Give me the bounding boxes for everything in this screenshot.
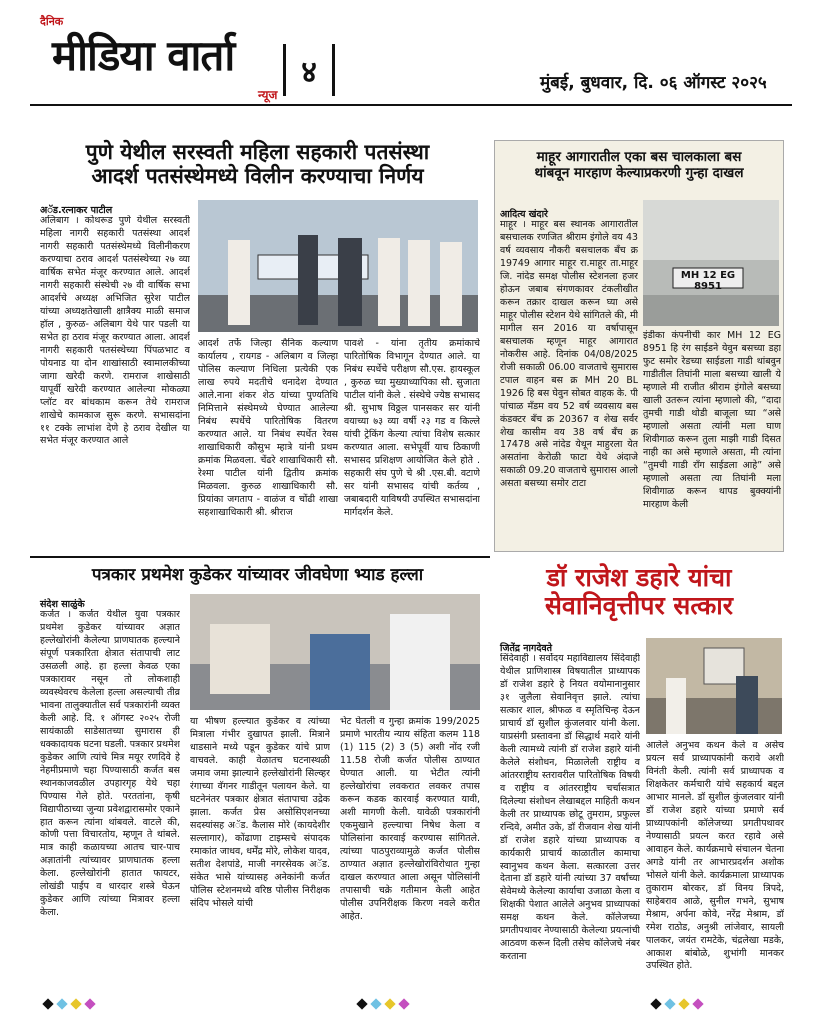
- diamond-icon: [678, 998, 689, 1009]
- diamond-icon: [384, 998, 395, 1009]
- diamond-icon: [370, 998, 381, 1009]
- story1-headline: [30, 140, 485, 188]
- story2-photo-image: [643, 200, 779, 326]
- masthead-sub: न्यूज: [258, 88, 278, 102]
- footer-diamonds-right: [652, 1000, 702, 1008]
- diamond-icon: [84, 998, 95, 1009]
- dateline: मुंबई, बुधवार, दि. ०६ ऑगस्ट २०२५: [540, 73, 767, 93]
- masthead-small: दैनिक: [40, 15, 64, 28]
- mid-rule: [30, 556, 490, 558]
- story2-photo: [643, 200, 779, 326]
- story3-byline: संदेश साळुंके: [40, 599, 85, 610]
- story4-photo-image: [646, 638, 782, 734]
- story1-photo: [198, 200, 478, 332]
- story4-photo: [646, 638, 782, 734]
- story1-col1: अलिबाग । कोथरूड पुणे येथील सरस्वती महिला नागरी सहकारी पतसंस्था आदर्श नागरी सहकारी पतसंस्थेमध्ये विलीनीकरण करण्याचा ठराव आदर्श पतसंस्थेच्या २७ व्या वार्षिक सभेत मंजूर करण्यात आले. आदर्श नागरी सहकारी संस्थेची २७ वी वार्षिक सभा आदर्शचे अध्यक्ष अभिजित सुरेश पाटील यांच्या अध्यक्षतेखाली क्षात्रैक्य माळी समाज हॉल , कुरुळ- अलिबाग येथे पार पडली या सभेत हा ठराव मंजूर करण्यात आला. आदर्श नागरी सहकारी पतसंस्थेच्या पिंपळभाट व पोयनाड या दोन शाखांसाठी स्वामालकीच्या जागा खरेदी करणे. रामराज शाखेसाठी यापूर्वी खरेदी करण्यात आलेल्या मोकळ्या प्लॉट वर बांधकाम करून तेथे रामराज शाखेचे कामकाज सुरू करणे. सभासदांना ११ टक्के लाभांश देणे हे ठराव देखील या सभेत मंजूर करण्यात आले: [40, 215, 190, 447]
- story2-col1: माहूर । माहूर बस स्थानक आगारातील बसचालक रणजित श्रीराम इंगोले वय 43 वर्ष व्यवसाय नौकरी बसचालक बँच क्र 19749 आगार माहूर रा.माहूर ता.माहूर जि. नांदेड समक्ष पोलीस स्टेशनला हजर होऊन जबाब संगणकावर टंकलीखीत करून तक्रार दाखल करून घ्या असे माहूर पोलीस स्टेशन येथे सांगितले की, मी मागील सन 2016 या वर्षापासून बसचालक म्हणून माहूर आगारात नोकरीस आहे. दिनांक 04/08/2025 रोजी सकाळी 06.00 वाजताचे सुमारास टपाल वाहन बस क्र MH 20 BL 1926 हि बस घेवुन सोबत वाहक के. पी पांचाळ मँडम वय 52 वर्ष व्यवसाय बस कंडक्टर बँच क्र 20367 व शेख सर्वर शेख कासीम वय 38 वर्ष बँच क्र 17478 असे नांदेड येथून माहुरला येत असतांना केरोळी फाटा येथे अंदाजे सकाळी 09.20 वाजताचे सुमारास आलो असता बसच्या समोर टाटा: [500, 219, 638, 490]
- diamond-icon: [42, 998, 53, 1009]
- story2-headline-line1: माहूर आगारातील एका बस चालकाला बस: [536, 149, 742, 165]
- diamond-icon: [398, 998, 409, 1009]
- diamond-icon: [56, 998, 67, 1009]
- story3-photo: [190, 594, 480, 710]
- masthead-title: मीडिया वार्ता: [52, 31, 235, 80]
- story1-photo-image: [198, 200, 478, 332]
- diamond-icon: [356, 998, 367, 1009]
- story3-headline: पत्रकार प्रथमेश कुडेकर यांच्यावर जीवघेणा भ्याड हल्ला: [91, 565, 424, 585]
- story1-col3: पावशे - यांना तृतीय क्रमांकाचे पारितोषिक विभागून देण्यात आले. या निबंध स्पर्धेचे परीक्षण सौ.एस. हायस्कूल , कुरुळ च्या मुख्याध्यापिका सौ. सुजाता पाटील यांनी केले . संस्थेचे ज्येष्ठ सभासद श्री. सुभाष विठ्ठल पानसकर सर यांनी वयाच्या ७३ व्या वर्षी २३ गड व किल्ले यांची ट्रेकिंग केल्या त्यांचा विशेष सत्कार करण्यात आला. सभेपूर्वी याच ठिकाणी सभासद प्रशिक्षण आयोजित केले होते . सहकारी संघ पुणे चे श्री .एस.बी. वटाणे सर यांनी सभासद यांची कर्तव्य , जबाबदारी याविषयी उपस्थित सभासदांना मार्गदर्शन केले.: [344, 338, 480, 518]
- footer-diamonds-left: [44, 1000, 94, 1008]
- diamond-icon: [664, 998, 675, 1009]
- story3-col3: भेट घेतली व गुन्हा क्रमांक 199/2025 प्रमाणे भारतीय न्याय संहिता कलम 118 (1) 115 (2) 3 (5) अशी नोंद रजी 11.58 रोजी कर्जत पोलीस ठाण्यात घेण्यात आली. या भेटीत त्यांनी हल्लेखोरांचा लवकरात लवकर तपास करून कडक कारवाई करण्यात यावी, अशी मागणी केली. यावेळी पत्रकारांनी एकमुखाने हल्ल्याचा निषेध केला व पोलिसांना कारवाई करण्यास सांगितले. त्यांच्या पाठपुराव्यामुळे कर्जत पोलीस ठाण्यात अज्ञात हल्लेखोरांविरोधात गुन्हा दाखल करण्यात आला असून पोलिसांनी तपासाची चक्रे गतीमान केली आहेत पोलीस उपनिरीक्षक किरण नवले करीत आहेत.: [340, 716, 480, 922]
- story1-headline-line2: आदर्श पतसंस्थेमध्ये विलीन करण्याचा निर्णय: [91, 164, 424, 189]
- story4-headline-line2: सेवानिवृत्तीपर सत्कार: [545, 590, 733, 620]
- diamond-icon: [70, 998, 81, 1009]
- story1-byline: अॅड.रत्नाकर पाटील: [40, 205, 113, 216]
- story2-headline: [496, 150, 782, 181]
- footer-diamonds-mid: [358, 1000, 408, 1008]
- masthead-rule: [30, 104, 792, 106]
- story4-headline-line1: डॉ राजेश डहारे यांचा: [546, 563, 732, 592]
- story3-photo-image: [190, 594, 480, 710]
- story3-col2: या भीषण हल्ल्यात कुडेकर व त्यांच्या मित्राला गंभीर दुखापत झाली. मित्राने धाडसाने मध्ये पडून कुडेकर यांचे प्राण वाचवले. काही वेळातच घटनास्थळी जमाव जमा झाल्याने हल्लेखोरांनी सिल्व्हर रंगाच्या वॅगनर गाडीतून पलायन केले. या घटनेनंतर पत्रकार क्षेत्रात संतापाचा उद्रेक झाला. कर्जत प्रेस असोसिएशनच्या सदस्यांसह अॅड. कैलास मोरे (कायदेशीर सल्लागार), कोंढाणा टाइम्सचे संपादक रमाकांत जाधव, धर्मेंद्र मोरे, लोकेश यादव, सतीश देशपांडे, माजी नगरसेवक अॅड. संकेत भासे यांच्यासह अनेकांनी कर्जत पोलिस स्टेशनमध्ये वरिष्ठ पोलीस निरीक्षक संदिप भोसले यांची: [190, 716, 330, 909]
- story3-col1: कर्जत । कर्जत येथील युवा पत्रकार प्रथमेश कुडेकर यांच्यावर अज्ञात हल्लेखोरांनी केलेल्या प्राणघातक हल्ल्याने संपूर्ण पत्रकारिता क्षेत्रात संतापाची लाट उसळली आहे. हा हल्ला केवळ एका पत्रकारावर नसून तो लोकशाही व्यवस्थेवरच केलेला हल्ला असल्याची तीव्र भावना तालुक्यातील सर्व पत्रकारांनी व्यक्त केली आहे. दि. १ ऑगस्ट २०२५ रोजी सायंकाळी साडेसातच्या सुमारास ही धक्कादायक घटना घडली. पत्रकार प्रथमेश कुडेकर आणि त्यांचे मित्र मयूर रणदिवे हे नेहमीप्रमाणे चहा पिण्यासाठी कर्जत बस स्थानकाजवळील उपहारगृह येथे चहा पिण्यास गेले होते. परततांना, कृषी विद्यापीठाच्या जुन्या प्रवेशद्वारासमोर एकाने हात करून त्यांना थांबवले. वाटले की, कोणी पत्ता विचारतोय, म्हणून ते थांबले. मात्र काही कळायच्या आतच चार-पाच अज्ञातांनी त्यांच्यावर प्राणघातक हल्ला केला. हल्लेखोरांनी हातात फायटर, लोखंडी पाईप व धारदार शस्त्रे घेऊन कुडेकर आणि त्यांच्या मित्रावर हल्ला केला.: [40, 609, 180, 919]
- car-plate: MH 12 EG 8951: [680, 270, 736, 292]
- story4-byline: जितेंद्र नागदेवते: [500, 643, 553, 654]
- story1-col2: आदर्श तर्फे जिल्हा सैनिक कल्याण कार्यालय , रायगड - अलिबाग व जिल्हा पोलिस कल्याण निधिला प्रत्येकी एक लाख रुपये मदतीचे धनादेश देण्यात आले.नाना शंकर शेठ यांच्या पुण्यतिथि निमित्ताने संस्थेमध्ये घेण्यात आलेल्या निबंध स्पर्धेचे पारितोषिक वितरण करण्यात आले. या निबंध स्पर्धेत रेवस शाखाधिकारी कौसुभ म्हात्रे यांनी प्रथम क्रमांक मिळवला. चेंढरे शाखाधिकारी सौ. रेश्मा पाटील यांनी द्वितीय क्रमांक मिळवला. कुरुळ शाखाधिकारी सौ. प्रियांका जगताप - वाळंज व चोंढी शाखा सहशाखाधिकारी श्री. श्रीराज: [198, 338, 338, 518]
- story2-byline: आदित्य खंदारे: [500, 209, 548, 220]
- diamond-icon: [650, 998, 661, 1009]
- story2-headline-line2: थांबवून मारहाण केल्याप्रकरणी गुन्हा दाखल: [534, 164, 744, 181]
- diamond-icon: [692, 998, 703, 1009]
- story2-col2: इंडीका कंपनीची कार MH 12 EG 8951 हि रंग साईडने येवुन बसच्या डहा फुट समोर रेडच्या साईडला गाडी थांबवुन गाडीतील तिघांनी माला बसच्या खाली ये म्हणाले मी राजीत श्रीराम इंगोले बसच्या खाली उतरून त्यांना म्हणालो की, “दादा तुमची गाडी थोडी बाजूला घ्या “असे म्हणालो असता त्यांनी मला घाण शिवीगाळ करून तुला माझी गाडी दिसत नाही का असे म्हणाले असता, मी त्यांना “तुमची गाडी रॉंग साईडला आहे” असे म्हणालो असता त्या तिघांनी मला शिवीगाळ करून थापड बुक्क्यांनी मारहाण केली: [643, 330, 781, 510]
- page-number: ४: [283, 44, 335, 96]
- story4-headline: [494, 564, 784, 619]
- story4-col2: आलेले अनुभव कथन केले व असेच प्रयत्न सर्व प्राध्यापकांनी करावे अशी विनंती केली. त्यांनी सर्व प्राध्यापक व शिक्षकेतर कर्मचारी यांचे सहकार्य बद्दल आभार मानले. डॉ सुशील कुंजलवार यांनी डॉ राजेश डहारे यांच्या प्रमाणे सर्व प्राध्यापकांनी कॉलेजच्या प्रगतीपथावर नेण्यासाठी प्रयत्न करत रहावे असे आवाहन केले. कार्यक्रमाचे संचालन चेतना अगडे यांनी तर आभारप्रदर्शन अशोक भोसले यांनी केले. कार्यक्रमाला प्राध्यापक तुकाराम बोरकर, डॉ विनय त्रिपदे, साहेबराव आळे, सुनील गभने, सुभाष मेश्राम, अर्पना कोवे, नरेंद्र मेश्राम, डॉ रमेश राठोड, अनुश्री लांजेवार, सायली पालकर, जयंत रामटेके, चंद्रलेखा मडके, आकाश बांबोळे, शुभांगी मानकर उपस्थित होते.: [646, 740, 784, 972]
- story4-col1: सिंदेवाही । सर्वोदय महाविद्यालय सिंदेवाही येथील प्राणिशास्त्र विषयातील प्राध्यापक डॉ राजेश डहारे हे नियत वयोमानानुसार ३१ जुलैला सेवानिवृत्त झाले. त्यांचा सत्कार शाल, श्रीफळ व स्मृतिचिन्ह देऊन प्राचार्य डॉ सुशील कुंजलवार यांनी केला. याप्रसंगी प्रस्तावना डॉ सिद्धार्थ मदारे यांनी केली त्यामध्ये त्यांनी डॉ राजेश डहारे यांनी केलेले संशोधन, मिळालेली राष्ट्रीय व आंतरराष्ट्रीय स्तरावरील पारितोषिक विषयी व राष्ट्रीय व आंतरराष्ट्रीय चर्चासत्रात दिलेल्या संशोधन लेखाबद्दल माहिती कथन केली तर प्राध्यापक छोटू तुमराम, प्रफुल्ल रन्दिवे, अमीत उके, डॉ रीजवान शेख यांनी डॉ राजेश डहारे यांच्या प्राध्यापक व कार्यकारी प्राचार्य काळातील कामाचा स्वानुभव कथन केला. सत्कारला उत्तर देताना डॉ डहारे यांनी त्यांच्या 37 वर्षांच्या सेवेमध्ये केलेल्या कार्याचा उजाळा केला व शिक्षकी पेशात आलेले अनुभव प्राध्यापकां समक्ष कथन केले. कॉलेजच्या प्रगतीपथावर नेण्यासाठी केलेल्या प्रयत्नांची आठवण करून दिली तसेच कॉलेजचे नंबर करताना: [500, 653, 640, 963]
- story1-headline-line1: पुणे येथील सरस्वती महिला सहकारी पतसंस्था: [85, 140, 430, 164]
